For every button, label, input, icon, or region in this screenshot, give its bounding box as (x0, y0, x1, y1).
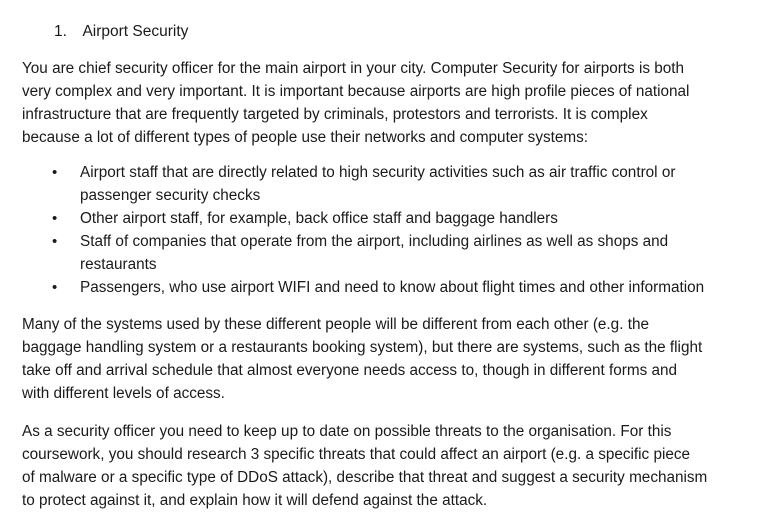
list-item-line: restaurants (80, 256, 157, 273)
systems-paragraph (22, 313, 752, 405)
systems-line: with different levels of access. (22, 385, 225, 402)
list-item (0, 276, 750, 299)
task-paragraph (22, 420, 752, 512)
bullet-marker: • (52, 210, 58, 227)
heading-number: 1. (54, 23, 67, 40)
list-item-line: passenger security checks (80, 187, 261, 204)
intro-line: You are chief security officer for the main airport in your city. Computer Security for airports is both (22, 60, 685, 77)
list-item-line: Staff of companies that operate from the airport, including airlines as well as shops and (80, 233, 669, 250)
systems-line: baggage handling system or a restaurants booking system), but there are systems, such as the flight (22, 339, 703, 356)
intro-paragraph (22, 57, 752, 149)
systems-line: take off and arrival schedule that almost everyone needs access to, though in different forms and (22, 362, 678, 379)
bullet-marker: • (52, 164, 58, 181)
list-item (0, 207, 750, 230)
task-line: of malware or a specific type of DDoS attack), describe that threat and suggest a security mechanism (22, 469, 708, 486)
list-item (0, 230, 750, 276)
intro-line: infrastructure that are frequently targeted by criminals, protestors and terrorists. It is complex (22, 106, 648, 123)
task-line: coursework, you should research 3 specific threats that could affect an airport (e.g. a specific piece (22, 446, 691, 463)
heading-title: Airport Security (82, 23, 189, 40)
list-item-line: Passengers, who use airport WIFI and need to know about flight times and other information (80, 279, 705, 296)
bullet-marker: • (52, 279, 58, 296)
section-heading (54, 22, 188, 42)
list-item-line: Other airport staff, for example, back office staff and baggage handlers (80, 210, 558, 227)
list-item (0, 161, 750, 207)
intro-line: very complex and very important. It is important because airports are high profile pieces of national (22, 83, 690, 100)
intro-line: because a lot of different types of people use their networks and computer systems: (22, 129, 589, 146)
task-line: to protect against it, and explain how it will defend against the attack. (22, 492, 488, 509)
bullet-marker: • (52, 233, 58, 250)
list-item-line: Airport staff that are directly related to high security activities such as air traffic control or (80, 164, 676, 181)
task-line: As a security officer you need to keep up to date on possible threats to the organisation. For this (22, 423, 672, 440)
user-types-list (0, 161, 766, 299)
systems-line: Many of the systems used by these different people will be different from each other (e.g. the (22, 316, 649, 333)
